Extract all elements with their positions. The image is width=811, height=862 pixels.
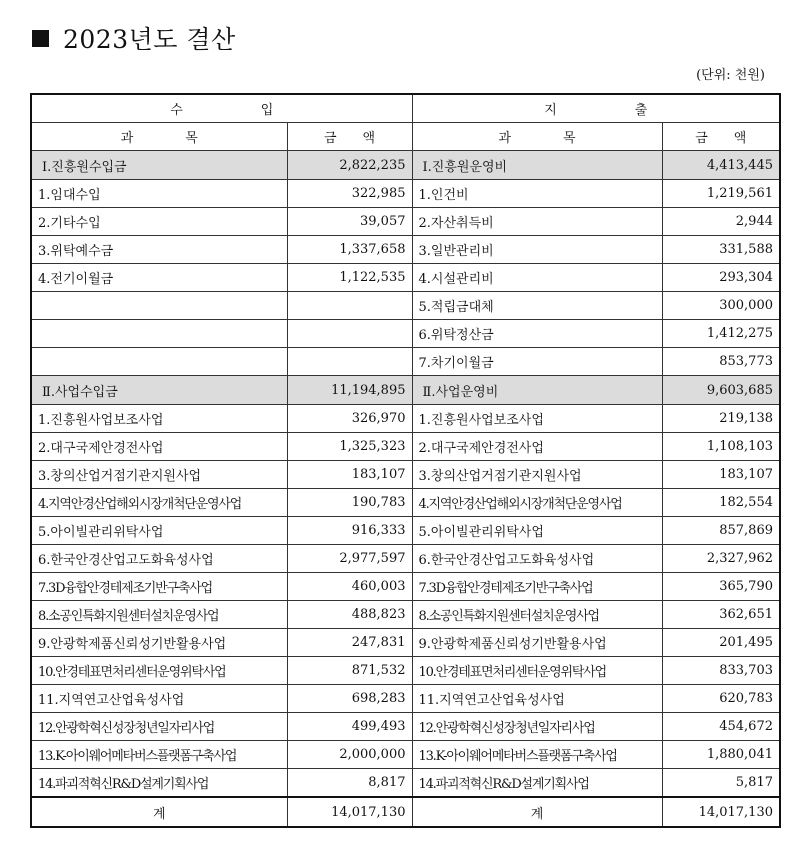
expense-amount: 1,412,275 <box>662 320 780 348</box>
income-amount-header: 금 액 <box>287 123 412 151</box>
expense-amount: 219,138 <box>662 405 780 433</box>
expense-item: 5.아이빌관리위탁사업 <box>412 517 662 545</box>
income-item: 1.임대수입 <box>31 180 287 208</box>
income-amount: 8,817 <box>287 769 412 798</box>
settlement-table <box>30 93 781 828</box>
table-row <box>31 489 780 517</box>
expense-amount: 182,554 <box>662 489 780 517</box>
income-amount: 499,493 <box>287 713 412 741</box>
table-body <box>31 151 780 798</box>
expense-amount: 2,944 <box>662 208 780 236</box>
expense-item: 5.적립금대체 <box>412 292 662 320</box>
expense-item: 13.K-아이웨어메타버스플랫폼구축사업 <box>412 741 662 769</box>
income-section-total: 11,194,895 <box>287 376 412 405</box>
expense-amount: 362,651 <box>662 601 780 629</box>
expense-item: 3.창의산업거점기관지원사업 <box>412 461 662 489</box>
expense-item: 6.위탁정산금 <box>412 320 662 348</box>
income-item: 6.한국안경산업고도화육성사업 <box>31 545 287 573</box>
income-item <box>31 348 287 376</box>
expense-amount: 2,327,962 <box>662 545 780 573</box>
expense-item: 6.한국안경산업고도화육성사업 <box>412 545 662 573</box>
expense-amount: 201,495 <box>662 629 780 657</box>
income-amount: 190,783 <box>287 489 412 517</box>
table-row <box>31 573 780 601</box>
income-amount: 698,283 <box>287 685 412 713</box>
income-item: 12.안광학혁신성장청년일자리사업 <box>31 713 287 741</box>
income-item: 9.안광학제품신뢰성기반활용사업 <box>31 629 287 657</box>
income-amount: 183,107 <box>287 461 412 489</box>
income-amount: 460,003 <box>287 573 412 601</box>
expense-header: 지 출 <box>412 94 780 123</box>
income-amount <box>287 292 412 320</box>
income-amount: 247,831 <box>287 629 412 657</box>
table-row <box>31 208 780 236</box>
income-amount: 326,970 <box>287 405 412 433</box>
income-section-total: 2,822,235 <box>287 151 412 180</box>
income-item: 11.지역연고산업육성사업 <box>31 685 287 713</box>
table-row <box>31 545 780 573</box>
income-item: 2.기타수입 <box>31 208 287 236</box>
expense-item-header: 과 목 <box>412 123 662 151</box>
income-item: 7.3D융합안경테제조기반구축사업 <box>31 573 287 601</box>
expense-amount: 1,880,041 <box>662 741 780 769</box>
expense-amount: 1,219,561 <box>662 180 780 208</box>
total-row <box>31 797 780 827</box>
expense-item: 2.자산취득비 <box>412 208 662 236</box>
section-header-row <box>31 151 780 180</box>
expense-amount: 5,817 <box>662 769 780 798</box>
table-row <box>31 517 780 545</box>
table-row <box>31 685 780 713</box>
expense-item: 8.소공인특화지원센터설치운영사업 <box>412 601 662 629</box>
expense-amount: 1,108,103 <box>662 433 780 461</box>
income-item: 4.전기이월금 <box>31 264 287 292</box>
expense-item: 7.3D융합안경테제조기반구축사업 <box>412 573 662 601</box>
income-item <box>31 292 287 320</box>
income-amount: 488,823 <box>287 601 412 629</box>
expense-amount: 454,672 <box>662 713 780 741</box>
table-row <box>31 405 780 433</box>
income-item: 1.진흥원사업보조사업 <box>31 405 287 433</box>
expense-item: 11.지역연고산업육성사업 <box>412 685 662 713</box>
income-section-title: Ⅰ.진흥원수입금 <box>31 151 287 180</box>
expense-item: 10.안경테표면처리센터운영위탁사업 <box>412 657 662 685</box>
income-item: 8.소공인특화지원센터설치운영사업 <box>31 601 287 629</box>
income-amount: 322,985 <box>287 180 412 208</box>
expense-amount: 853,773 <box>662 348 780 376</box>
table-row <box>31 461 780 489</box>
expense-amount: 365,790 <box>662 573 780 601</box>
table-row <box>31 629 780 657</box>
total-income: 14,017,130 <box>287 797 412 827</box>
expense-item: 1.진흥원사업보조사업 <box>412 405 662 433</box>
section-header-row <box>31 376 780 405</box>
income-amount: 1,122,535 <box>287 264 412 292</box>
expense-amount: 293,304 <box>662 264 780 292</box>
expense-section-total: 4,413,445 <box>662 151 780 180</box>
table-row <box>31 180 780 208</box>
table-row <box>31 264 780 292</box>
expense-amount: 857,869 <box>662 517 780 545</box>
income-amount: 1,337,658 <box>287 236 412 264</box>
unit-label: (단위: 천원) <box>696 68 765 83</box>
expense-item: 4.지역안경산업해외시장개척단운영사업 <box>412 489 662 517</box>
table-row <box>31 601 780 629</box>
expense-item: 1.인건비 <box>412 180 662 208</box>
table-row <box>31 769 780 798</box>
expense-amount: 331,588 <box>662 236 780 264</box>
expense-section-title: Ⅰ.진흥원운영비 <box>412 151 662 180</box>
total-label-income: 계 <box>31 797 287 827</box>
title-text: 2023년도 결산 <box>63 25 236 54</box>
total-expense: 14,017,130 <box>662 797 780 827</box>
income-amount: 2,977,597 <box>287 545 412 573</box>
table-row <box>31 236 780 264</box>
income-item: 5.아이빌관리위탁사업 <box>31 517 287 545</box>
income-amount: 39,057 <box>287 208 412 236</box>
expense-item: 7.차기이월금 <box>412 348 662 376</box>
income-item: 13.K-아이웨어메타버스플랫폼구축사업 <box>31 741 287 769</box>
expense-item: 3.일반관리비 <box>412 236 662 264</box>
expense-item: 4.시설관리비 <box>412 264 662 292</box>
square-bullet-icon <box>32 30 49 47</box>
expense-item: 14.파괴적혁신R&D설계기획사업 <box>412 769 662 798</box>
income-item-header: 과 목 <box>31 123 287 151</box>
income-section-title: Ⅱ.사업수입금 <box>31 376 287 405</box>
income-amount <box>287 348 412 376</box>
income-item: 14.파괴적혁신R&D설계기획사업 <box>31 769 287 798</box>
expense-item: 2.대구국제안경전사업 <box>412 433 662 461</box>
table-row <box>31 657 780 685</box>
expense-item: 12.안광학혁신성장청년일자리사업 <box>412 713 662 741</box>
income-amount: 871,532 <box>287 657 412 685</box>
table-row <box>31 348 780 376</box>
expense-amount-header: 금 액 <box>662 123 780 151</box>
income-item: 10.안경테표면처리센터운영위탁사업 <box>31 657 287 685</box>
table-row <box>31 433 780 461</box>
expense-amount: 833,703 <box>662 657 780 685</box>
expense-section-title: Ⅱ.사업운영비 <box>412 376 662 405</box>
page-title <box>32 22 236 54</box>
expense-amount: 620,783 <box>662 685 780 713</box>
table-row <box>31 292 780 320</box>
income-item: 2.대구국제안경전사업 <box>31 433 287 461</box>
income-item: 4.지역안경산업해외시장개척단운영사업 <box>31 489 287 517</box>
table-row <box>31 320 780 348</box>
income-item: 3.창의산업거점기관지원사업 <box>31 461 287 489</box>
expense-amount: 300,000 <box>662 292 780 320</box>
total-label-expense: 계 <box>412 797 662 827</box>
income-amount: 1,325,323 <box>287 433 412 461</box>
income-header: 수 입 <box>31 94 412 123</box>
expense-section-total: 9,603,685 <box>662 376 780 405</box>
table-row <box>31 713 780 741</box>
income-amount <box>287 320 412 348</box>
expense-amount: 183,107 <box>662 461 780 489</box>
table-row <box>31 741 780 769</box>
income-amount: 2,000,000 <box>287 741 412 769</box>
income-amount: 916,333 <box>287 517 412 545</box>
income-item: 3.위탁예수금 <box>31 236 287 264</box>
expense-item: 9.안광학제품신뢰성기반활용사업 <box>412 629 662 657</box>
income-item <box>31 320 287 348</box>
